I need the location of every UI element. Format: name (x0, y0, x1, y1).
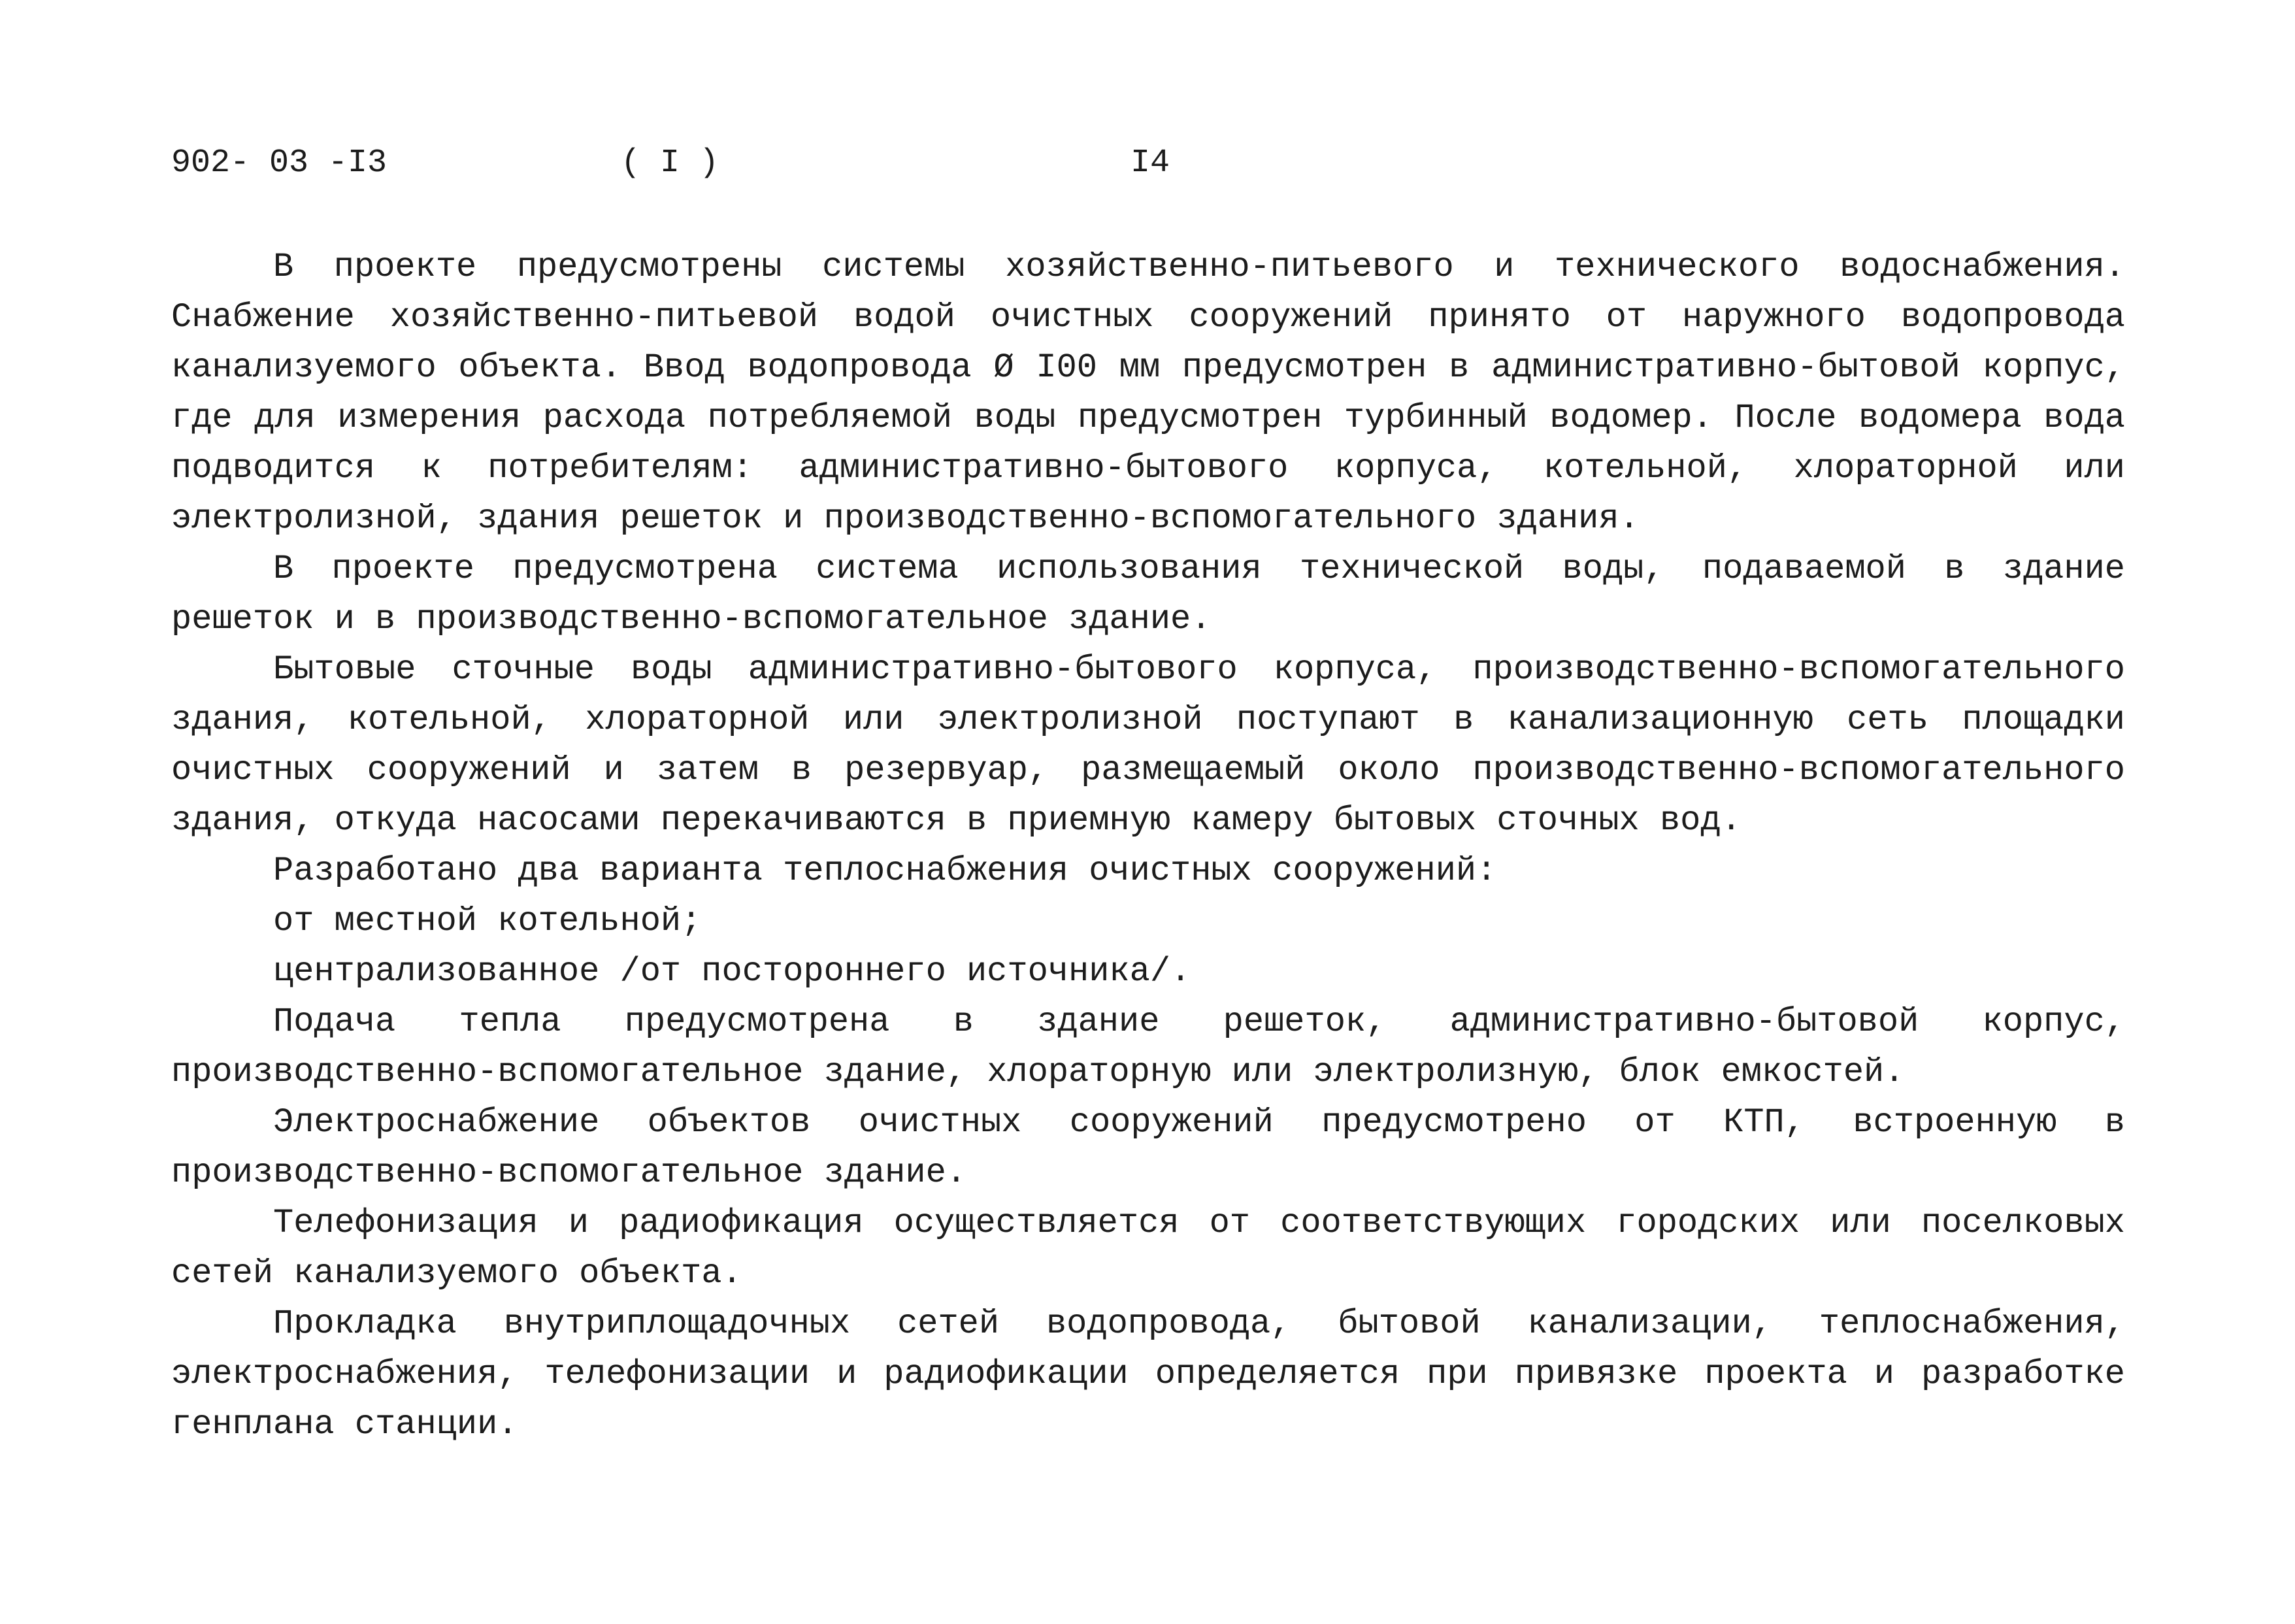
body-text (171, 242, 2125, 1450)
document-code: 902- 03 -I3 (171, 144, 388, 182)
paragraph-water-supply: В проекте предусмотрены системы хозяйственно-питьевого и технического водоснабжения. Снабжение хозяйственно-питьевой водой очистных сооружений принято от наружного водопровода канализуемого объекта. Ввод водопровода Ø I00 мм предусмотрен в административно-бытовой корпус, где для измерения расхода потребляемой воды предусмотрен турбинный водомер. После водомера вода подводится к потребителям: административно-бытового корпуса, котельной, хлораторной или электролизной, здания решеток и производственно-вспомогательного здания. (171, 248, 2125, 538)
paragraph-telephony: Телефонизация и радиофикация осуществляется от соответствующих городских или поселковых сетей канализуемого объекта. (171, 1204, 2125, 1293)
paragraph-heat-supply: Подача тепла предусмотрена в здание решеток, административно-бытовой корпус, производственно-вспомогательное здание, хлораторную или электролизную, блок емкостей. (171, 1003, 2125, 1091)
document-part: ( I ) (621, 144, 719, 182)
list-item-local-boiler: от местной котельной; (273, 902, 702, 940)
paragraph-networks: Прокладка внутриплощадочных сетей водопровода, бытовой канализации, теплоснабжения, электроснабжения, телефонизации и радиофикации определяется при привязке проекта и разработке генплана станции. (171, 1304, 2125, 1444)
paragraph-sewage: Бытовые сточные воды административно-бытового корпуса, производственно-вспомогательного здания, котельной, хлораторной или электролизной поступают в канализационную сеть площадки очистных сооружений и затем в резервуар, размещаемый около производственно-вспомогательного здания, откуда насосами перекачиваются в приемную камеру бытовых сточных вод. (171, 650, 2125, 840)
paragraph-technical-water: В проекте предусмотрена система использования технической воды, подаваемой в здание решеток и в производственно-вспомогательное здание. (171, 550, 2125, 638)
page-header (0, 134, 2295, 193)
page-number: I4 (1131, 144, 1170, 182)
list-item-centralized: централизованное /от постороннего источника/. (273, 952, 1191, 991)
paragraph-power-supply: Электроснабжение объектов очистных сооружений предусмотрено от КТП, встроенную в производственно-вспомогательное здание. (171, 1103, 2125, 1192)
paragraph-heat-variants: Разработано два варианта теплоснабжения очистных сооружений: (273, 852, 1497, 890)
